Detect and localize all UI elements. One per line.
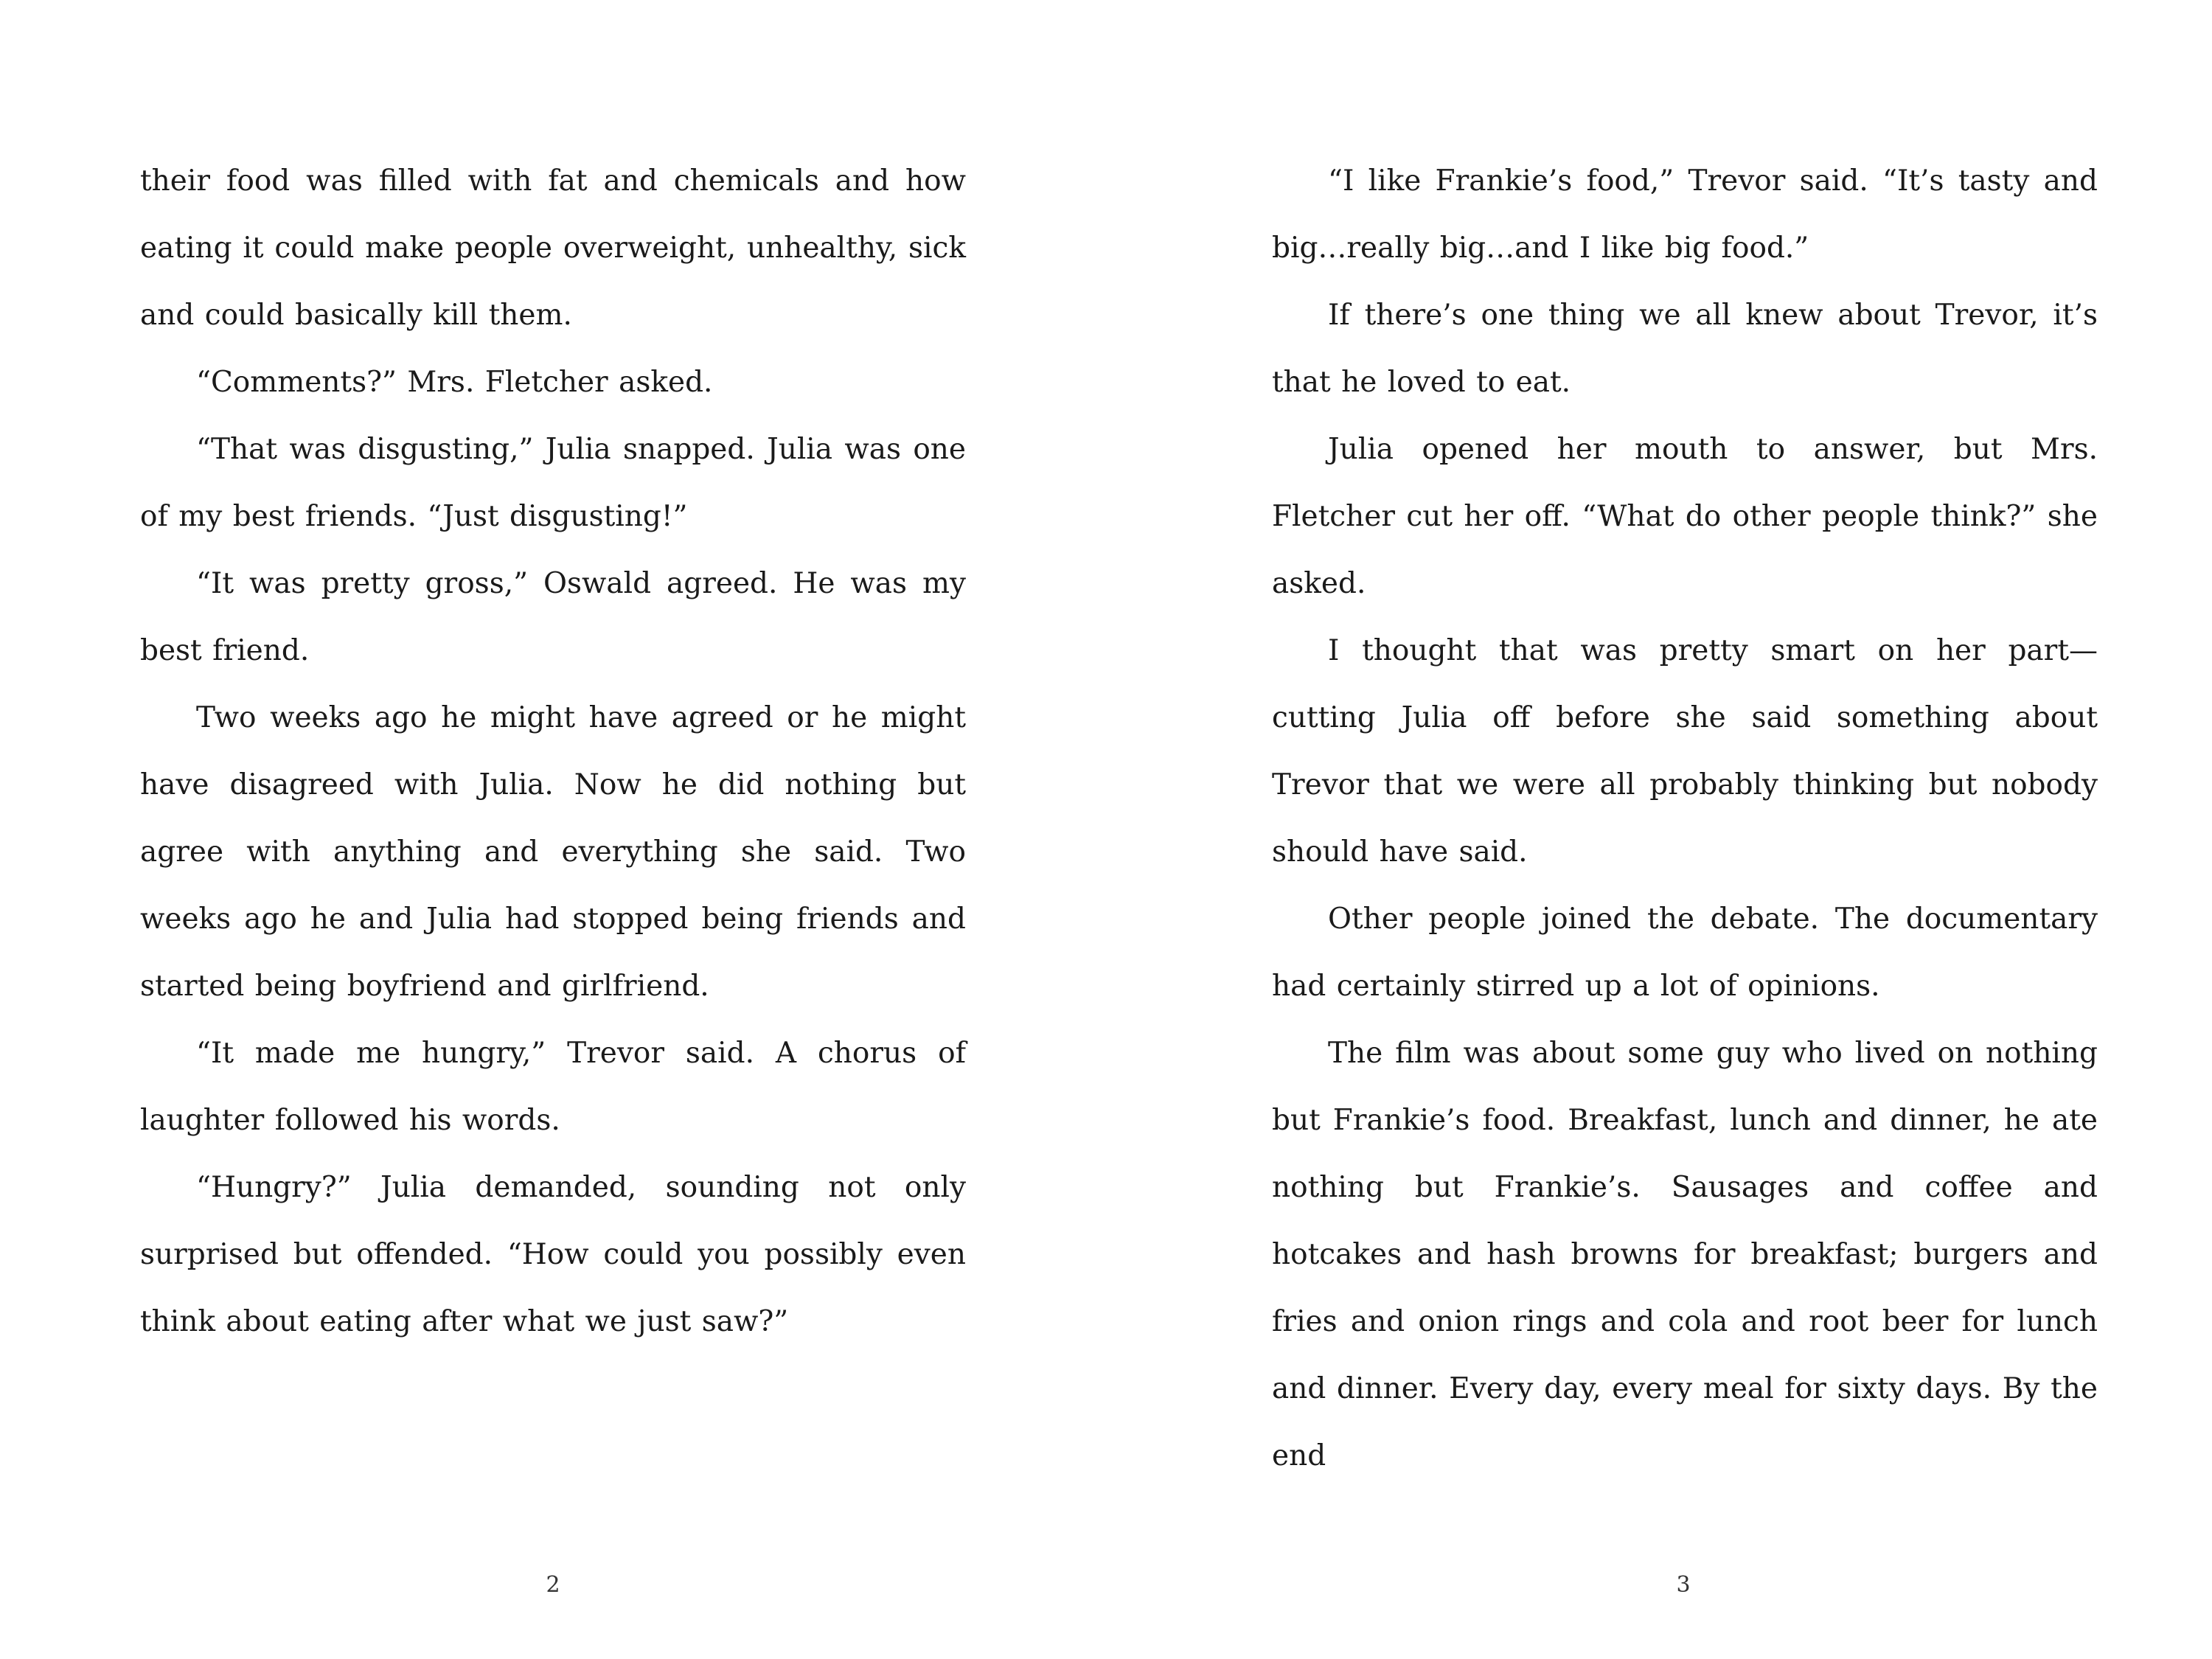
paragraph: Julia opened her mouth to answer, but Mrs. Fletcher cut her off. “What do other people think?” she asked. — [1272, 433, 2098, 600]
paragraph: “It made me hungry,” Trevor said. A chorus of laughter followed his words. — [140, 1037, 966, 1137]
right-page — [1272, 147, 2098, 1489]
left-page — [140, 147, 966, 1355]
paragraph: their food was filled with fat and chemicals and how eating it could make people overweight, unhealthy, sick and could basically kill them. — [140, 164, 966, 332]
paragraph: The film was about some guy who lived on nothing but Frankie’s food. Breakfast, lunch and dinner, he ate nothing but Frankie’s. Sausages and coffee and hotcakes and hash browns for breakfast; burgers and fries and onion rings and cola and root beer for lunch and dinner. Every day, every meal for sixty days. By the end — [1272, 1037, 2098, 1472]
paragraph: If there’s one thing we all knew about Trevor, it’s that he loved to eat. — [1272, 299, 2098, 399]
paragraph: Two weeks ago he might have agreed or he might have disagreed with Julia. Now he did nothing but agree with anything and everything she said. Two weeks ago he and Julia had stopped being friends and started being boyfriend and girlfriend. — [140, 701, 966, 1003]
paragraph: I thought that was pretty smart on her part—cutting Julia off before she said something about Trevor that we were all probably thinking but nobody should have said. — [1272, 634, 2098, 869]
paragraph: Other people joined the debate. The documentary had certainly stirred up a lot of opinions. — [1272, 902, 2098, 1003]
paragraph: “That was disgusting,” Julia snapped. Julia was one of my best friends. “Just disgusting!” — [140, 433, 966, 533]
paragraph: “I like Frankie’s food,” Trevor said. “It’s tasty and big…really big…and I like big food.” — [1272, 164, 2098, 265]
paragraph: “It was pretty gross,” Oswald agreed. He was my best friend. — [140, 567, 966, 667]
paragraph: “Comments?” Mrs. Fletcher asked. — [196, 366, 713, 399]
paragraph: “Hungry?” Julia demanded, sounding not only surprised but offended. “How could you possibly even think about eating after what we just saw?” — [140, 1171, 966, 1338]
page-number-right: 3 — [1676, 1572, 1691, 1598]
page-number-left: 2 — [546, 1572, 560, 1598]
